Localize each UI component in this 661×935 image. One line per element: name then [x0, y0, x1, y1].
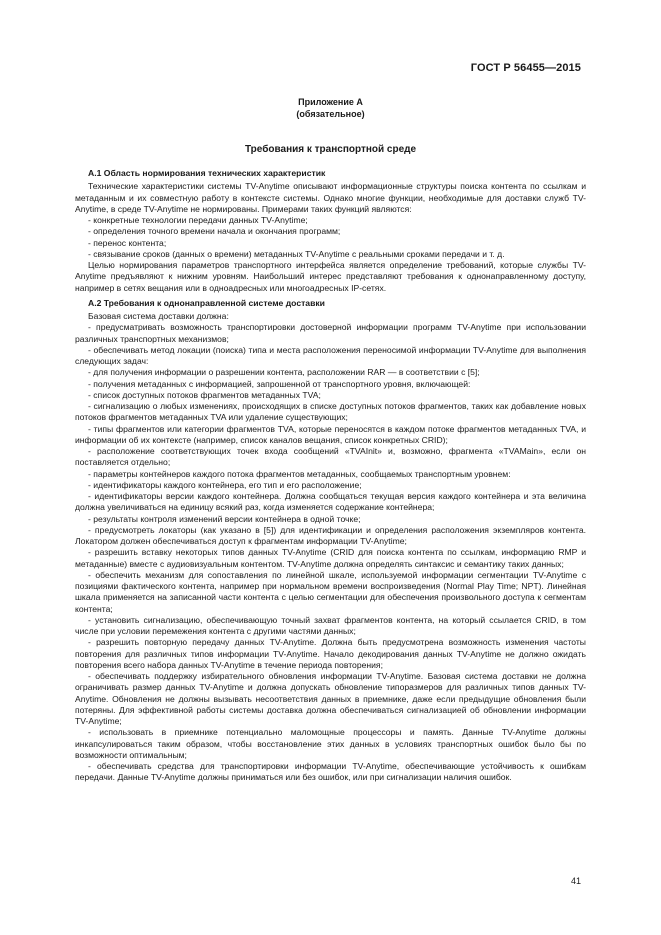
page-number: 41 [570, 876, 581, 886]
list-item: - получения метаданных с информацией, запрошенной от транспортного уровня, включающей: [88, 378, 471, 389]
section-a2 [75, 298, 586, 784]
list-item: - разрешить вставку некоторых типов данных TV-Anytime (CRID для поиска контента по ссылкам, информацию RMP и метаданные) вместе с аудиовизуальным контентом. TV-Anytime должна определять синтаксис и семантику таких данных; [75, 547, 586, 569]
list-item: - параметры контейнеров каждого потока фрагментов метаданных, сообщаемых транспортным уровнем: [88, 468, 511, 479]
section-a1 [75, 168, 586, 294]
appendix-title: Требования к транспортной среде [244, 144, 417, 155]
document-code: ГОСТ Р 56455—2015 [470, 62, 581, 74]
list-item: - предусматривать возможность транспортировки достоверной информации программ TV-Anytime при использовании различных транспортных механизмов; [75, 322, 586, 344]
list-item: - результаты контроля изменений версии контейнера в одной точке; [88, 513, 361, 524]
paragraph: Базовая система доставки должна: [88, 311, 229, 321]
list-item: - типы фрагментов или категории фрагментов TVA, которые переносятся в каждом потоке фрагментов метаданных TVA, и информации об их контексте (например, список каналов вещания, список конкретных CRID); [75, 423, 586, 445]
list-item: - обеспечивать средства для транспортировки информации TV-Anytime, обеспечивающие устойчивость к ошибкам передачи. Данные TV-Anytime должны приниматься или без ошибок, или при сигнализации наличия ошибок. [75, 761, 586, 783]
appendix-status: (обязательное) [296, 109, 365, 119]
list-item: - сигнализацию о любых изменениях, происходящих в списке доступных потоков фрагментов, таких как добавление новых потоков фрагментов метаданных TVA или удаление существующих; [75, 401, 586, 423]
list-item: - установить сигнализацию, обеспечивающую точный захват фрагментов контента, на который ссылается CRID, в том числе при условии перемежения контента с другими частями данных; [75, 614, 586, 636]
appendix-label: Приложение А [298, 97, 363, 107]
document-body [75, 168, 586, 788]
paragraph: Технические характеристики системы TV-Anytime описывают информационные структуры поиска контента по ссылкам и метаданным и их совместную работу в контексте системы. Однако многие функции, необходимые для доставки служб TV-Anytime, в среде TV-Anytime не нормированы. Примерами таких функций являются: [75, 181, 586, 214]
list-item: - обеспечивать поддержку избирательного обновления информации TV-Anytime. Базовая система доставки не должна ограничивать размер данных TV-Anytime и должна допускать обновление типоразмеров для различных типов данных TV-Anytime. Обновления не должны вызывать несоответствия данных в приемнике, даже если предыдущие обновления были потеряны. Для эффективной работы системы доставка должна обеспечиваться сигнализацией об обновлении информации TV-Anytime; [75, 671, 586, 726]
list-item: - предусмотреть локаторы (как указано в [5]) для идентификации и определения расположения экземпляров контента. Локатором должен обеспечиваться доступ к фрагментам информации TV-Anytime; [75, 524, 586, 546]
list-item: - идентификаторы версии каждого контейнера. Должна сообщаться текущая версия каждого контейнера и эта величина должна увеличиваться на единицу всякий раз, когда изменяется содержание контейнера; [75, 491, 586, 513]
list-item: - использовать в приемнике потенциально маломощные процессоры и память. Данные TV-Anytime должны инкапсулироваться таким образом, чтобы восстановление этих данных в условиях транспортных ошибок было бы по возможности оптимальным; [75, 727, 586, 760]
appendix-label-block [0, 96, 661, 120]
list-item: - расположение соответствующих точек входа сообщений «TVAInit» и, возможно, фрагмента «TVAMain», если он поставляется отдельно; [75, 446, 586, 468]
section-heading: А.2 Требования к однонаправленной системе доставки [88, 297, 325, 308]
list-item: - обеспечить механизм для сопоставления по линейной шкале, используемой информации сегментации TV-Anytime с позициями фактического контента, например при нормальном времени воспроизведения (Normal Play Time; NPT). Линейная шкала применяется на записанной части контента с целью сегментации для обеспечения произвольного доступа к сегментам контента; [75, 569, 586, 614]
list-item: - конкретные технологии передачи данных TV-Anytime; [88, 215, 308, 225]
list-item: - перенос контента; [88, 237, 167, 248]
list-item: - разрешить повторную передачу данных TV-Anytime. Должна быть предусмотрена возможность изменения частоты повторения для различных типов информации TV-Anytime. Начало декодирования данных TV-Anytime не должно ожидать повторения всего набора данных TV-Anytime в течение периода повторения; [75, 637, 586, 670]
list-item: - обеспечивать метод локации (поиска) типа и места расположения переносимой информации TV-Anytime для выполнения следующих задач: [75, 344, 586, 366]
list-item: - идентификаторы каждого контейнера, его тип и его расположение; [88, 479, 362, 490]
section-heading: А.1 Область нормирования технических характеристик [88, 168, 326, 178]
list-item: - для получения информации о разрешении контента, расположении RAR — в соответствии с [5]; [88, 367, 480, 378]
paragraph: Целью нормирования параметров транспортного интерфейса является определение требований, которые службы TV-Anytime предъявляют к нижним уровням. Наибольший интерес представляют требования к однонаправленному доступу, например в сетях вещания или в одноадресных или многоадресных IP-сетях. [75, 260, 586, 293]
list-item: - определения точного времени начала и окончания программ; [88, 226, 341, 237]
list-item: - связывание сроков (данных о времени) метаданных TV-Anytime с реальными сроками передачи и т. д. [88, 248, 505, 259]
list-item: - список доступных потоков фрагментов метаданных TVA; [88, 389, 321, 400]
